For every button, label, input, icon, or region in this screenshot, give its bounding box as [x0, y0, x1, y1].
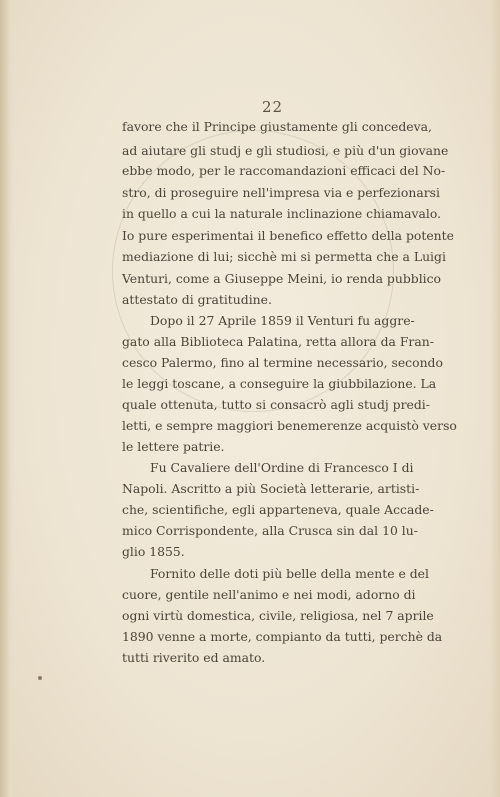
text-line: 1890 venne a morte, compianto da tutti, perchè da [122, 629, 443, 644]
text-line: le leggi toscane, a conseguire la giubbilazione. La [122, 376, 437, 391]
text-line: Venturi, come a Giuseppe Meini, io renda pubblico [122, 271, 442, 286]
page-edge [490, 0, 500, 797]
text-line: ad aiutare gli studj e gli studiosi, e più d'un giovane [122, 143, 449, 158]
text-line: che, scientifiche, egli apparteneva, quale Accade- [122, 502, 434, 517]
ink-speck [38, 676, 42, 680]
text-line: Fu Cavaliere dell'Ordine di Francesco I di [150, 460, 414, 475]
text-line: glio 1855. [122, 544, 185, 559]
text-line: attestato di gratitudine. [122, 292, 272, 307]
text-line: favore che il Principe giustamente gli concedeva, [122, 119, 432, 134]
text-line: tutti riverito ed amato. [122, 650, 266, 665]
text-line: cesco Palermo, fino al termine necessario, secondo [122, 355, 443, 370]
text-line: quale ottenuta, tutto si consacrò agli studj predi- [122, 397, 430, 412]
text-line: Napoli. Ascritto a più Società letterarie, artisti- [122, 481, 420, 496]
text-line: letti, e sempre maggiori benemerenze acquistò verso [122, 418, 457, 433]
text-line: Dopo il 27 Aprile 1859 il Venturi fu aggre- [150, 313, 415, 328]
text-line: Io pure esperimentai il benefico effetto della potente [122, 228, 454, 243]
text-line: le lettere patrie. [122, 439, 225, 454]
text-line: ogni virtù domestica, civile, religiosa, nel 7 aprile [122, 608, 434, 623]
text-line: cuore, gentile nell'animo e nei modi, adorno di [122, 587, 416, 602]
text-line: in quello a cui la naturale inclinazione chiamavalo. [122, 206, 442, 221]
page-gutter-shadow [0, 0, 14, 797]
text-line: mico Corrispondente, alla Crusca sin dal 10 lu- [122, 523, 418, 538]
page-number: 22 [262, 98, 284, 116]
text-line: Fornito delle doti più belle della mente e del [150, 566, 429, 581]
text-line: stro, di proseguire nell'impresa via e perfezionarsi [122, 185, 440, 200]
text-line: ebbe modo, per le raccomandazioni efficaci del No- [122, 163, 446, 178]
text-line: gato alla Biblioteca Palatina, retta allora da Fran- [122, 334, 434, 349]
text-line: mediazione di lui; sicchè mi si permetta che a Luigi [122, 249, 446, 264]
